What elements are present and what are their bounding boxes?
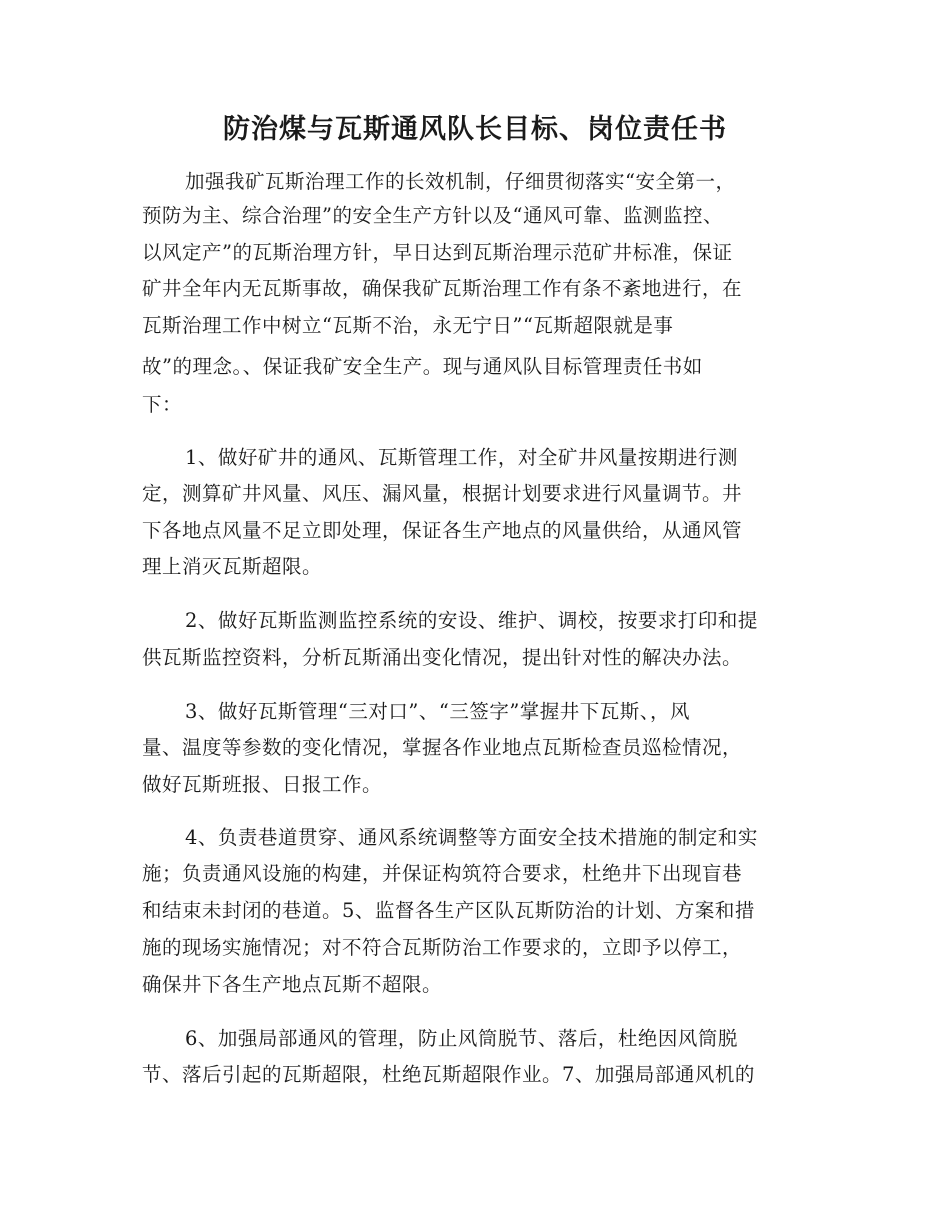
paragraph-1-line-3: 以风定产”的瓦斯治理方针，早日达到瓦斯治理示范矿井标准，保证 — [142, 241, 733, 264]
paragraph-5-line-1: 4、负责巷道贯穿、通风系统调整等方面安全技术措施的制定和实 — [185, 826, 758, 849]
paragraph-6-line-2: 节、落后引起的瓦斯超限，杜绝瓦斯超限作业。7、加强局部通风机的 — [142, 1063, 755, 1086]
paragraph-5-line-3: 和结束未封闭的巷道。5、监督各生产区队瓦斯防治的计划、方案和措 — [142, 899, 755, 922]
paragraph-2-line-4: 理上消灭瓦斯超限。 — [142, 555, 323, 578]
paragraph-4-line-2: 量、温度等参数的变化情况，掌握各作业地点瓦斯检查员巡检情况， — [142, 736, 743, 759]
paragraph-1-line-1: 加强我矿瓦斯治理工作的长效机制，仔细贯彻落实“安全第一， — [185, 170, 736, 193]
document-title: 防治煤与瓦斯通风队长目标、岗位责任书 — [223, 114, 727, 145]
paragraph-2-line-2: 定，测算矿井风量、风压、漏风量，根据计划要求进行风量调节。井 — [142, 482, 743, 505]
paragraph-4-line-3: 做好瓦斯班报、日报工作。 — [142, 773, 383, 796]
paragraph-5-line-4: 施的现场实施情况；对不符合瓦斯防治工作要求的，立即予以停工， — [142, 936, 743, 959]
paragraph-4-line-1: 3、做好瓦斯管理“三对口”、“三签字”掌握井下瓦斯、，风 — [185, 700, 691, 723]
paragraph-2-line-1: 1、做好矿井的通风、瓦斯管理工作，对全矿井风量按期进行测 — [185, 446, 738, 469]
paragraph-1-line-5: 瓦斯治理工作中树立“瓦斯不治，永无宁日”“瓦斯超限就是事 — [142, 314, 674, 337]
paragraph-1-line-2: 预防为主、综合治理”的安全生产方针以及“通风可靠、监测监控、 — [142, 204, 723, 227]
paragraph-6-line-1: 6、加强局部通风的管理，防止风筒脱节、落后，杜绝因风筒脱 — [185, 1027, 738, 1050]
paragraph-3-line-1: 2、做好瓦斯监测监控系统的安设、维护、调校，按要求打印和提 — [185, 609, 758, 632]
paragraph-5-line-2: 施；负责通风设施的构建，并保证构筑符合要求，杜绝井下出现盲巷 — [142, 862, 743, 885]
paragraph-5-line-5: 确保井下各生产地点瓦斯不超限。 — [142, 973, 443, 996]
paragraph-3-line-2: 供瓦斯监控资料，分析瓦斯涌出变化情况，提出针对性的解决办法。 — [142, 646, 743, 669]
paragraph-1-line-4: 矿井全年内无瓦斯事故，确保我矿瓦斯治理工作有条不紊地进行，在 — [142, 277, 743, 300]
paragraph-1-line-7: 下： — [142, 393, 183, 416]
paragraph-2-line-3: 下各地点风量不足立即处理，保证各生产地点的风量供给，从通风管 — [142, 519, 743, 542]
paragraph-1-line-6: 故”的理念。、保证我矿安全生产。现与通风队目标管理责任书如 — [142, 355, 703, 378]
